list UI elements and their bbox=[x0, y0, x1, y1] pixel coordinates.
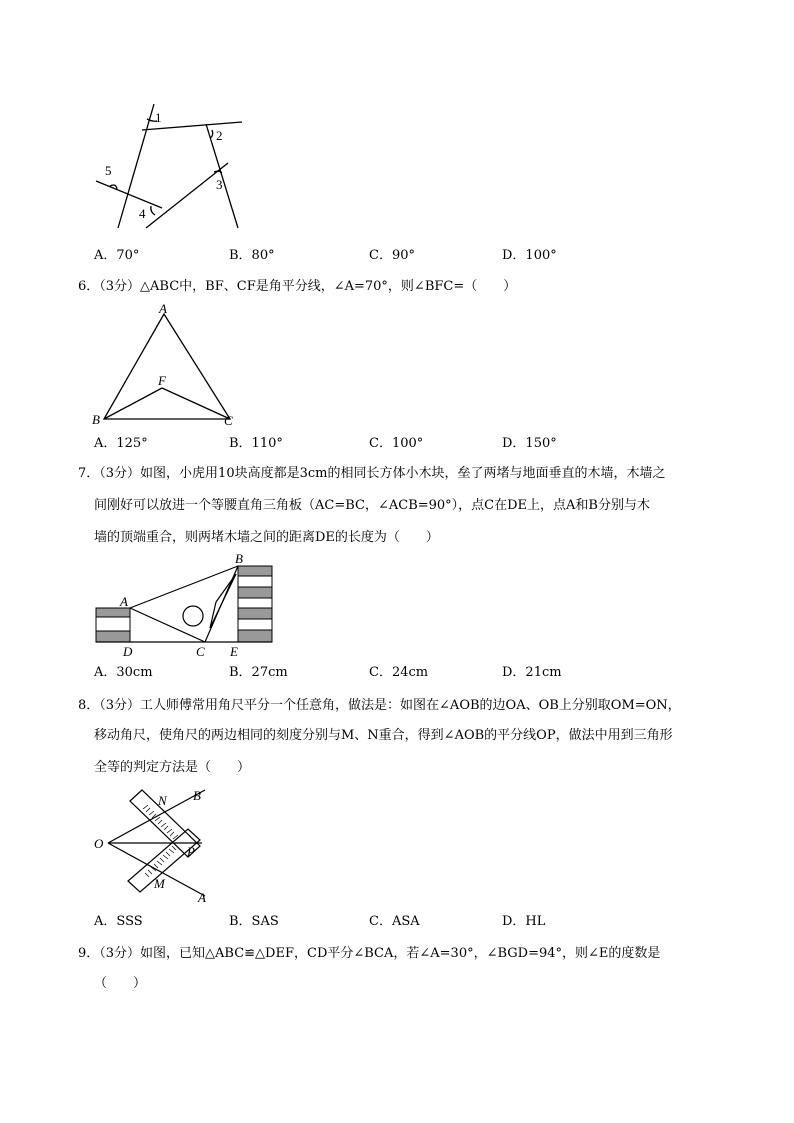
q6-label-b: B bbox=[92, 412, 100, 427]
q5-option-d: D．100° bbox=[502, 248, 557, 263]
q6-option-d: D．150° bbox=[502, 436, 557, 451]
q9-question-line-1: 9．（3分）如图，已知△ABC≌△DEF，CD平分∠BCA，若∠A=30°，∠BGD=94°，则∠E的度数是 bbox=[78, 946, 661, 961]
q8-option-c: C．ASA bbox=[369, 914, 420, 929]
q6-option-a: A．125° bbox=[94, 436, 148, 451]
q7-label-e: E bbox=[230, 644, 238, 659]
q7-option-c: C．24cm bbox=[369, 665, 429, 680]
q5-angle-label-1: 1 bbox=[155, 110, 162, 125]
q8-option-d: D．HL bbox=[502, 914, 546, 929]
q7-option-a: A．30cm bbox=[94, 665, 153, 680]
q8-question-line-3: 全等的判定方法是（ ） bbox=[94, 760, 251, 775]
q8-label-p: P bbox=[187, 844, 195, 859]
q8-question-line-1: 8．（3分）工人师傅常用角尺平分一个任意角，做法是：如图在∠AOB的边OA、OB上分别取OM=ON， bbox=[78, 698, 681, 713]
q8-option-b: B．SAS bbox=[229, 914, 279, 929]
q8-angle-ruler-figure bbox=[88, 782, 218, 904]
q8-label-o: O bbox=[94, 836, 104, 851]
q7-wall-figure bbox=[88, 550, 278, 660]
q5-angle-label-4: 4 bbox=[139, 206, 146, 221]
q7-question-line-2: 间刚好可以放进一个等腰直角三角板（AC=BC，∠ACB=90°），点C在DE上，点A和B分别与木 bbox=[94, 498, 650, 513]
q8-label-n: N bbox=[158, 793, 167, 808]
q7-label-d: D bbox=[123, 644, 133, 659]
q8-label-m: M bbox=[154, 876, 165, 891]
q5-pentagon-figure bbox=[88, 98, 248, 233]
q6-label-f: F bbox=[158, 373, 166, 388]
q7-question-line-3: 墙的顶端重合，则两堵木墙之间的距离DE的长度为（ ） bbox=[94, 530, 439, 545]
q5-angle-label-3: 3 bbox=[216, 177, 223, 192]
q5-option-b: B．80° bbox=[229, 248, 275, 263]
q7-option-d: D．21cm bbox=[502, 665, 562, 680]
q6-option-c: C．100° bbox=[369, 436, 424, 451]
q5-option-a: A．70° bbox=[94, 248, 140, 263]
q8-label-b: B bbox=[193, 788, 201, 803]
q7-label-b: B bbox=[235, 551, 243, 566]
q8-option-a: A．SSS bbox=[94, 914, 143, 929]
q6-option-b: B．110° bbox=[229, 436, 283, 451]
q7-label-a: A bbox=[120, 594, 128, 609]
q7-label-c: C bbox=[196, 644, 205, 659]
q5-option-c: C．90° bbox=[369, 248, 415, 263]
q8-question-line-2: 移动角尺，使角尺的两边相同的刻度分别与M、N重合，得到∠AOB的平分线OP，做法中用到三角形 bbox=[94, 728, 673, 743]
q7-option-b: B．27cm bbox=[229, 665, 288, 680]
q8-label-a: A bbox=[198, 890, 206, 904]
q6-label-c: C bbox=[224, 413, 233, 428]
q7-question-line-1: 7．（3分）如图，小虎用10块高度都是3cm的相同长方体小木块，垒了两堵与地面垂直的木墙，木墙之 bbox=[78, 466, 666, 481]
q6-triangle-figure bbox=[88, 300, 248, 430]
q6-question-text: 6．（3分）△ABC中，BF、CF是角平分线，∠A=70°，则∠BFC=（ ） bbox=[78, 279, 517, 294]
q9-question-line-2: （ ） bbox=[94, 976, 147, 991]
q6-label-a: A bbox=[159, 301, 167, 316]
q5-angle-label-5: 5 bbox=[105, 163, 112, 178]
q5-angle-label-2: 2 bbox=[216, 128, 223, 143]
